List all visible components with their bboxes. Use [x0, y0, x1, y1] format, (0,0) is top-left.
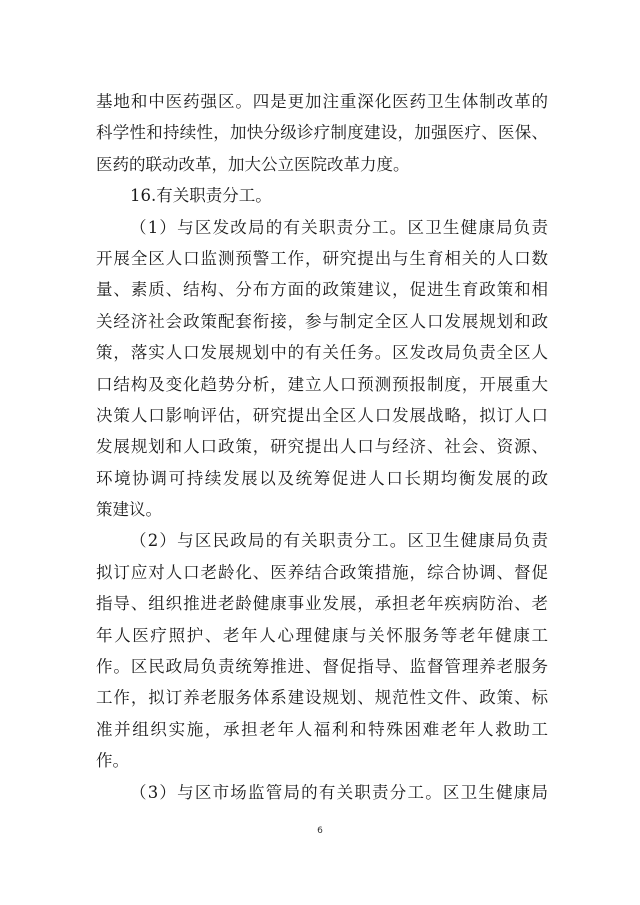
text-line: 年人医疗照护、老年人心理健康与关怀服务等老年健康工: [96, 625, 548, 645]
text-line: 准并组织实施，承担老年人福利和特殊困难老年人救助工: [96, 719, 548, 739]
text-line: 量、素质、结构、分布方面的政策建议，促进生育政策和相: [96, 280, 548, 300]
text-line: （1）与区发改局的有关职责分工。区卫生健康局负责: [130, 217, 548, 237]
text-line: 决策人口影响评估，研究提出全区人口发展战略，拟订人口: [96, 405, 548, 425]
text-line: 发展规划和人口政策，研究提出人口与经济、社会、资源、: [96, 437, 548, 457]
text-line: 策建议。: [96, 500, 162, 520]
text-line: 口结构及变化趋势分析，建立人口预测预报制度，开展重大: [96, 374, 548, 394]
text-line: 开展全区人口监测预警工作，研究提出与生育相关的人口数: [96, 248, 548, 268]
text-line: 策，落实人口发展规划中的有关任务。区发改局负责全区人: [96, 343, 548, 363]
text-line: 指导、组织推进老龄健康事业发展，承担老年疾病防治、老: [96, 594, 548, 614]
text-line: 基地和中医药强区。四是更加注重深化医药卫生体制改革的: [96, 92, 548, 111]
text-line: 作。区民政局负责统筹推进、督促指导、监督管理养老服务: [96, 657, 548, 677]
text-line: 关经济社会政策配套衔接，参与制定全区人口发展规划和政: [96, 311, 548, 331]
section-heading: 16.有关职责分工。: [130, 186, 272, 206]
page-number: 6: [317, 826, 323, 836]
text-line: 环境协调可持续发展以及统筹促进人口长期均衡发展的政: [96, 468, 548, 488]
body-text: [96, 86, 548, 808]
text-line: 工作，拟订养老服务体系建设规划、规范性文件、政策、标: [96, 688, 548, 708]
text-line: 作。: [96, 751, 129, 771]
text-line: （2）与区民政局的有关职责分工。区卫生健康局负责: [130, 531, 548, 551]
text-line: （3）与区市场监管局的有关职责分工。区卫生健康局: [130, 782, 548, 802]
text-line: 拟订应对人口老龄化、医养结合政策措施，综合协调、督促: [96, 562, 548, 582]
text-line: 科学性和持续性，加快分级诊疗制度建设，加强医疗、医保、: [96, 123, 548, 143]
text-line: 医药的联动改革，加大公立医院改革力度。: [96, 154, 410, 174]
